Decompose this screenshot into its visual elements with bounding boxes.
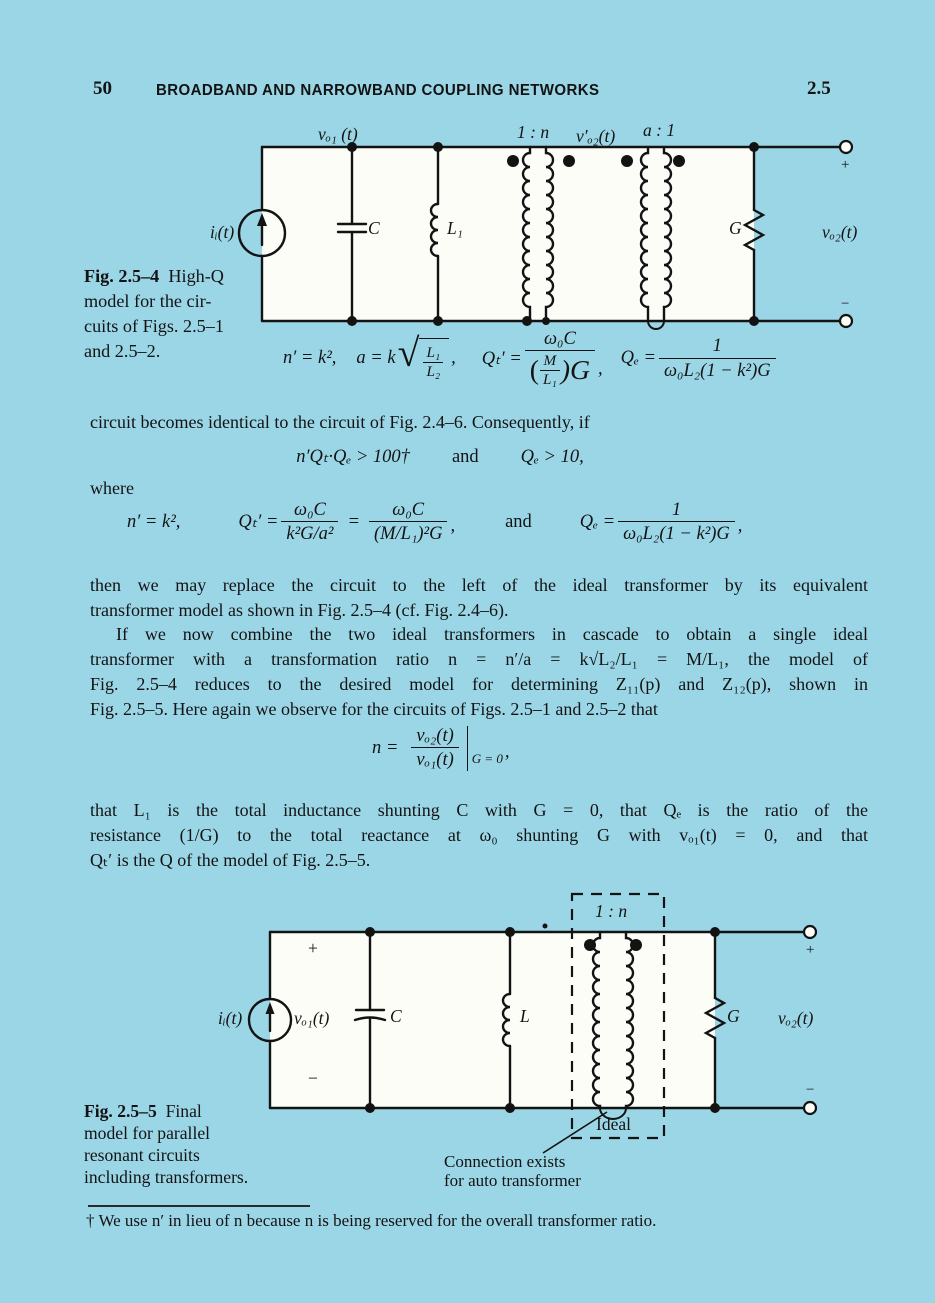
eq254-qe-lhs: Qₑ = <box>620 348 656 369</box>
body-line: that L₁ is the total inductance shunting C with G = 0, that Qₑ is the ratio of the <box>90 800 868 820</box>
eq3-and: and <box>505 511 532 532</box>
evaluation-bar <box>467 726 468 771</box>
body-line: transformer model as shown in Fig. 2.5–4 (cf. Fig. 2.4–6). <box>90 600 509 620</box>
fig254-vmid-label: v′ₒ₂(t) <box>576 126 616 146</box>
eq254-nprime: n′ = k², <box>283 348 337 369</box>
eq3-comma2: , <box>737 515 743 536</box>
eq3-fraction-1 <box>281 500 338 545</box>
eqn-den: vₒ₁(t) <box>411 747 458 770</box>
fig255-load-label: G <box>727 1006 740 1026</box>
eq254-qe-fraction <box>659 336 776 381</box>
where-line <box>90 476 868 501</box>
fig255-v1-label: vₒ₁(t) <box>294 1008 330 1028</box>
eq254-comma1: , <box>451 348 456 369</box>
eq3-nprime: n′ = k², <box>127 511 181 532</box>
fig255-caption-number: Fig. 2.5–5 <box>84 1101 157 1121</box>
condition-rhs: Qₑ > 10, <box>520 446 584 467</box>
q-definitions-equation <box>95 500 742 545</box>
fig254-ratio2-label: a : 1 <box>643 120 676 140</box>
eq3-f3-num: 1 <box>671 500 682 520</box>
paragraph-2 <box>90 573 868 623</box>
eq3-fraction-3 <box>618 500 735 545</box>
fig255-caption-line3: resonant circuits <box>84 1145 200 1165</box>
section-number: 2.5 <box>807 78 831 99</box>
fig255-minus-left: − <box>308 1068 318 1088</box>
body-line: resistance (1/G) to the total reactance at ω₀ shunting G with vₒ₁(t) = 0, and that <box>90 825 868 845</box>
eqn-condition-subscript: G = 0 <box>471 750 503 766</box>
fig254-caption <box>84 264 262 364</box>
condition-lhs: n′Qₜ·Qₑ > 100† <box>296 447 410 467</box>
eq3-f1-den: k²G/a² <box>281 521 338 544</box>
fig254-inductor-label: L₁ <box>447 218 463 238</box>
fig255-caption <box>84 1100 284 1188</box>
fig254-caption-number: Fig. 2.5–4 <box>84 266 160 286</box>
fig254-load-label: G <box>729 218 742 238</box>
paragraph-3 <box>90 622 868 722</box>
page-number: 50 <box>93 78 112 99</box>
eq3-comma: , <box>450 515 456 536</box>
eq254-sqrt-den: L₂ <box>423 362 443 380</box>
eqn-lhs: n = <box>372 737 399 758</box>
eq3-qe-lhs: Qₑ = <box>579 511 616 532</box>
fig255-caption-line4: including transformers. <box>84 1167 249 1187</box>
fig254-caption-line2: model for the cir- <box>84 291 212 311</box>
condition-equation <box>90 446 790 468</box>
eq3-qt-lhs: Qₜ′ = <box>238 512 279 533</box>
fig255-capacitor-label: C <box>390 1006 402 1026</box>
eq254-qe-den: ω₀L₂(1 − k²)G <box>659 358 776 381</box>
n-ratio-equation <box>372 726 510 771</box>
eq254-paren-close: )G <box>560 354 590 386</box>
fig254-v1-label: vₒ₁ (t) <box>318 124 358 144</box>
body-line: Fig. 2.5–5. Here again we observe for the circuits of Figs. 2.5–1 and 2.5–2 that <box>90 699 658 719</box>
body-line: then we may replace the circuit to the left of the ideal transformer by its equivalent <box>90 575 868 595</box>
eq254-qt-fraction <box>525 329 595 388</box>
footnote-text: † We use n′ in lieu of n because n is being reserved for the overall transformer ratio. <box>86 1211 657 1230</box>
paragraph-4 <box>90 798 868 873</box>
eq3-equals: = <box>347 511 360 532</box>
fig255-ratio-label: 1 : n <box>595 901 628 921</box>
fig255-inductor-label: L <box>520 1006 530 1026</box>
fig254-caption-line4: and 2.5–2. <box>84 341 161 361</box>
eqn-fraction <box>411 726 458 771</box>
fig254-v2-label: vₒ₂(t) <box>822 222 858 242</box>
eq254-sqrt-num: L₁ <box>426 344 441 362</box>
eq254-qe-num: 1 <box>712 336 722 357</box>
fig255-caption-line1: Final <box>165 1101 202 1121</box>
eq254-inner-num: M <box>543 352 557 370</box>
condition-and: and <box>451 446 479 467</box>
eq254-qt-num: ω₀C <box>543 329 576 349</box>
eq254-paren-open: ( <box>529 354 540 386</box>
eqn-comma: , <box>504 741 510 762</box>
paragraph-1 <box>90 410 868 435</box>
annotation-line: Connection exists <box>444 1152 566 1171</box>
eq254-radical <box>397 331 450 381</box>
fig254-caption-line3: cuits of Figs. 2.5–1 <box>84 316 224 336</box>
eq3-f2-num: ω₀C <box>392 500 425 520</box>
fig255-plus-right: + <box>806 942 815 958</box>
eq3-f2-den: (M/L₁)²G <box>369 521 448 544</box>
body-line: If we now combine the two ideal transformers in cascade to obtain a single ideal <box>116 624 868 644</box>
radical-sign: √ <box>397 331 420 376</box>
fig254-caption-line1: High-Q <box>168 266 224 286</box>
fig255-source-label: iᵢ(t) <box>218 1008 243 1028</box>
eq254-inner-den: L₁ <box>540 370 560 388</box>
eq3-f1-num: ω₀C <box>294 500 326 520</box>
fig254-capacitor-label: C <box>368 218 380 238</box>
fig255-v2-label: vₒ₂(t) <box>778 1008 814 1028</box>
fig255-caption-line2: model for parallel <box>84 1123 211 1143</box>
eq3-f3-den: ω₀L₂(1 − k²)G <box>618 521 735 544</box>
annotation-line: for auto transformer <box>444 1171 581 1190</box>
body-line: Fig. 2.5–4 reduces to the desired model for determining Z₁₁(p) and Z₁₂(p), shown in <box>90 674 868 694</box>
figure-2-5-4-circuit-diagram <box>225 115 870 343</box>
auto-transformer-annotation <box>444 1152 581 1190</box>
fig255-plus-left: + <box>308 938 318 958</box>
body-line: where <box>90 478 134 498</box>
eq3-fraction-2 <box>369 500 448 545</box>
body-line: Qₜ′ is the Q of the model of Fig. 2.5–5. <box>90 850 371 870</box>
fig254-minus-sign: − <box>841 296 850 312</box>
fig254-ratio1-label: 1 : n <box>517 122 550 142</box>
eq254-qt-lhs: Qₜ′ = <box>481 348 522 369</box>
eqn-num: vₒ₂(t) <box>416 726 454 746</box>
eq254-a-eq: a = k <box>356 348 396 369</box>
fig254-parameter-equation <box>283 329 779 388</box>
fig254-source-label: iᵢ(t) <box>210 222 235 242</box>
body-line: circuit becomes identical to the circuit of Fig. 2.4–6. Consequently, if <box>90 412 590 432</box>
fig255-ideal-label: Ideal <box>596 1114 631 1134</box>
fig255-minus-right: − <box>806 1082 815 1098</box>
footnote-rule <box>88 1205 310 1207</box>
eq254-comma2: , <box>598 359 603 380</box>
body-line: transformer with a transformation ratio n = n′/a = k√L₂/L₁ = M/L₁, the model of <box>90 649 868 669</box>
fig254-plus-sign: + <box>841 157 850 173</box>
running-title: BROADBAND AND NARROWBAND COUPLING NETWORKS <box>156 82 600 99</box>
